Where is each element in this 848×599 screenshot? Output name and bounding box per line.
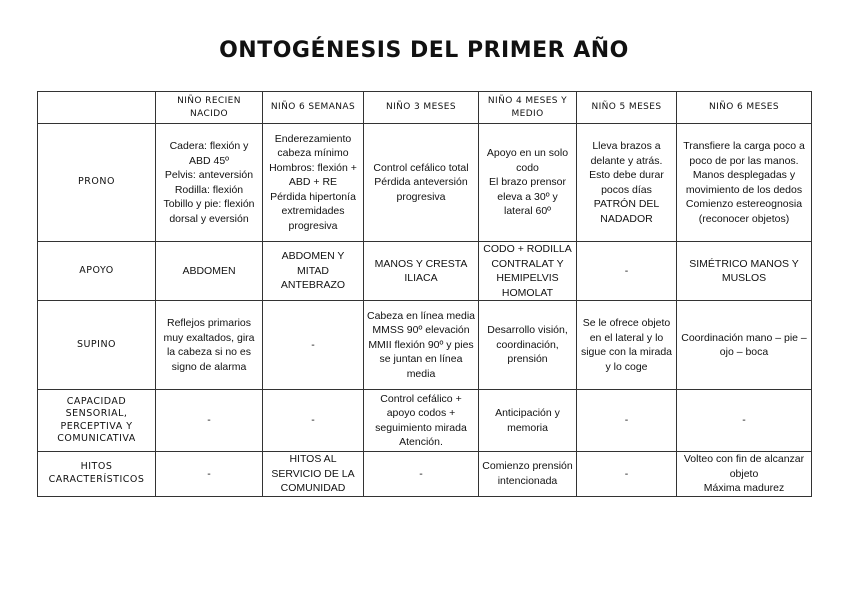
table-cell: CODO + RODILLA CONTRALAT Y HEMIPELVIS HOMOLAT — [479, 242, 577, 301]
table-cell: - — [677, 390, 812, 452]
table-cell: - — [156, 390, 263, 452]
table-row-prono — [38, 124, 812, 242]
row-header-supino: SUPINO — [38, 301, 156, 390]
column-header-6-semanas: NIÑO 6 SEMANAS — [263, 92, 364, 124]
table-cell: Reflejos primarios muy exaltados, gira la cabeza si no es signo de alarma — [156, 301, 263, 390]
row-header-prono: PRONO — [38, 124, 156, 242]
table-cell: - — [577, 242, 677, 301]
table-cell: Apoyo en un solo codo El brazo prensor eleva a 30º y lateral 60º — [479, 124, 577, 242]
table-row-apoyo — [38, 242, 812, 301]
table-cell: Cabeza en línea media MMSS 90º elevación MMII flexión 90º y pies se juntan en línea media — [364, 301, 479, 390]
column-header-recien-nacido: NIÑO RECIEN NACIDO — [156, 92, 263, 124]
table-cell: Lleva brazos a delante y atrás. Esto debe durar pocos días PATRÓN DEL NADADOR — [577, 124, 677, 242]
table-cell: - — [263, 301, 364, 390]
table-cell: Cadera: flexión y ABD 45º Pelvis: anteversión Rodilla: flexión Tobillo y pie: flexión dorsal y eversión — [156, 124, 263, 242]
corner-cell — [38, 92, 156, 124]
table-row-hitos — [38, 452, 812, 497]
ontogenesis-table — [37, 91, 812, 497]
table-cell: - — [364, 452, 479, 497]
table-row-supino — [38, 301, 812, 390]
table-cell: Control cefálico + apoyo codos + seguimiento mirada Atención. — [364, 390, 479, 452]
table-cell: ABDOMEN Y MITAD ANTEBRAZO — [263, 242, 364, 301]
table-cell: Anticipación y memoria — [479, 390, 577, 452]
table-cell: - — [577, 452, 677, 497]
table-cell: - — [577, 390, 677, 452]
column-header-6-meses: NIÑO 6 MESES — [677, 92, 812, 124]
table-cell: Se le ofrece objeto en el lateral y lo sigue con la mirada y lo coge — [577, 301, 677, 390]
table-cell: ABDOMEN — [156, 242, 263, 301]
table-cell: Comienzo prensión intencionada — [479, 452, 577, 497]
column-header-4-meses-medio: NIÑO 4 MESES Y MEDIO — [479, 92, 577, 124]
table-cell: Desarrollo visión, coordinación, prensión — [479, 301, 577, 390]
table-cell: HITOS AL SERVICIO DE LA COMUNIDAD — [263, 452, 364, 497]
table-cell: - — [263, 390, 364, 452]
table-cell: Volteo con fin de alcanzar objeto Máxima madurez — [677, 452, 812, 497]
row-header-hitos: HITOS CARACTERÍSTICOS — [38, 452, 156, 497]
table-cell: MANOS Y CRESTA ILIACA — [364, 242, 479, 301]
column-header-3-meses: NIÑO 3 MESES — [364, 92, 479, 124]
table-cell: Enderezamiento cabeza mínimo Hombros: flexión + ABD + RE Pérdida hipertonía extremidades progresiva — [263, 124, 364, 242]
column-header-5-meses: NIÑO 5 MESES — [577, 92, 677, 124]
table-row-capacidad — [38, 390, 812, 452]
row-header-apoyo: APOYO — [38, 242, 156, 301]
header-row — [38, 92, 812, 124]
table-cell: Transfiere la carga poco a poco de por las manos. Manos desplegadas y movimiento de los dedos Comienzo estereognosia (reconocer objetos) — [677, 124, 812, 242]
page-title: ONTOGÉNESIS DEL PRIMER AÑO — [219, 38, 629, 63]
row-header-capacidad: CAPACIDAD SENSORIAL, PERCEPTIVA Y COMUNICATIVA — [38, 390, 156, 452]
table-cell: Coordinación mano – pie – ojo – boca — [677, 301, 812, 390]
table-cell: Control cefálico total Pérdida anteversión progresiva — [364, 124, 479, 242]
table-cell: - — [156, 452, 263, 497]
table-cell: SIMÉTRICO MANOS Y MUSLOS — [677, 242, 812, 301]
